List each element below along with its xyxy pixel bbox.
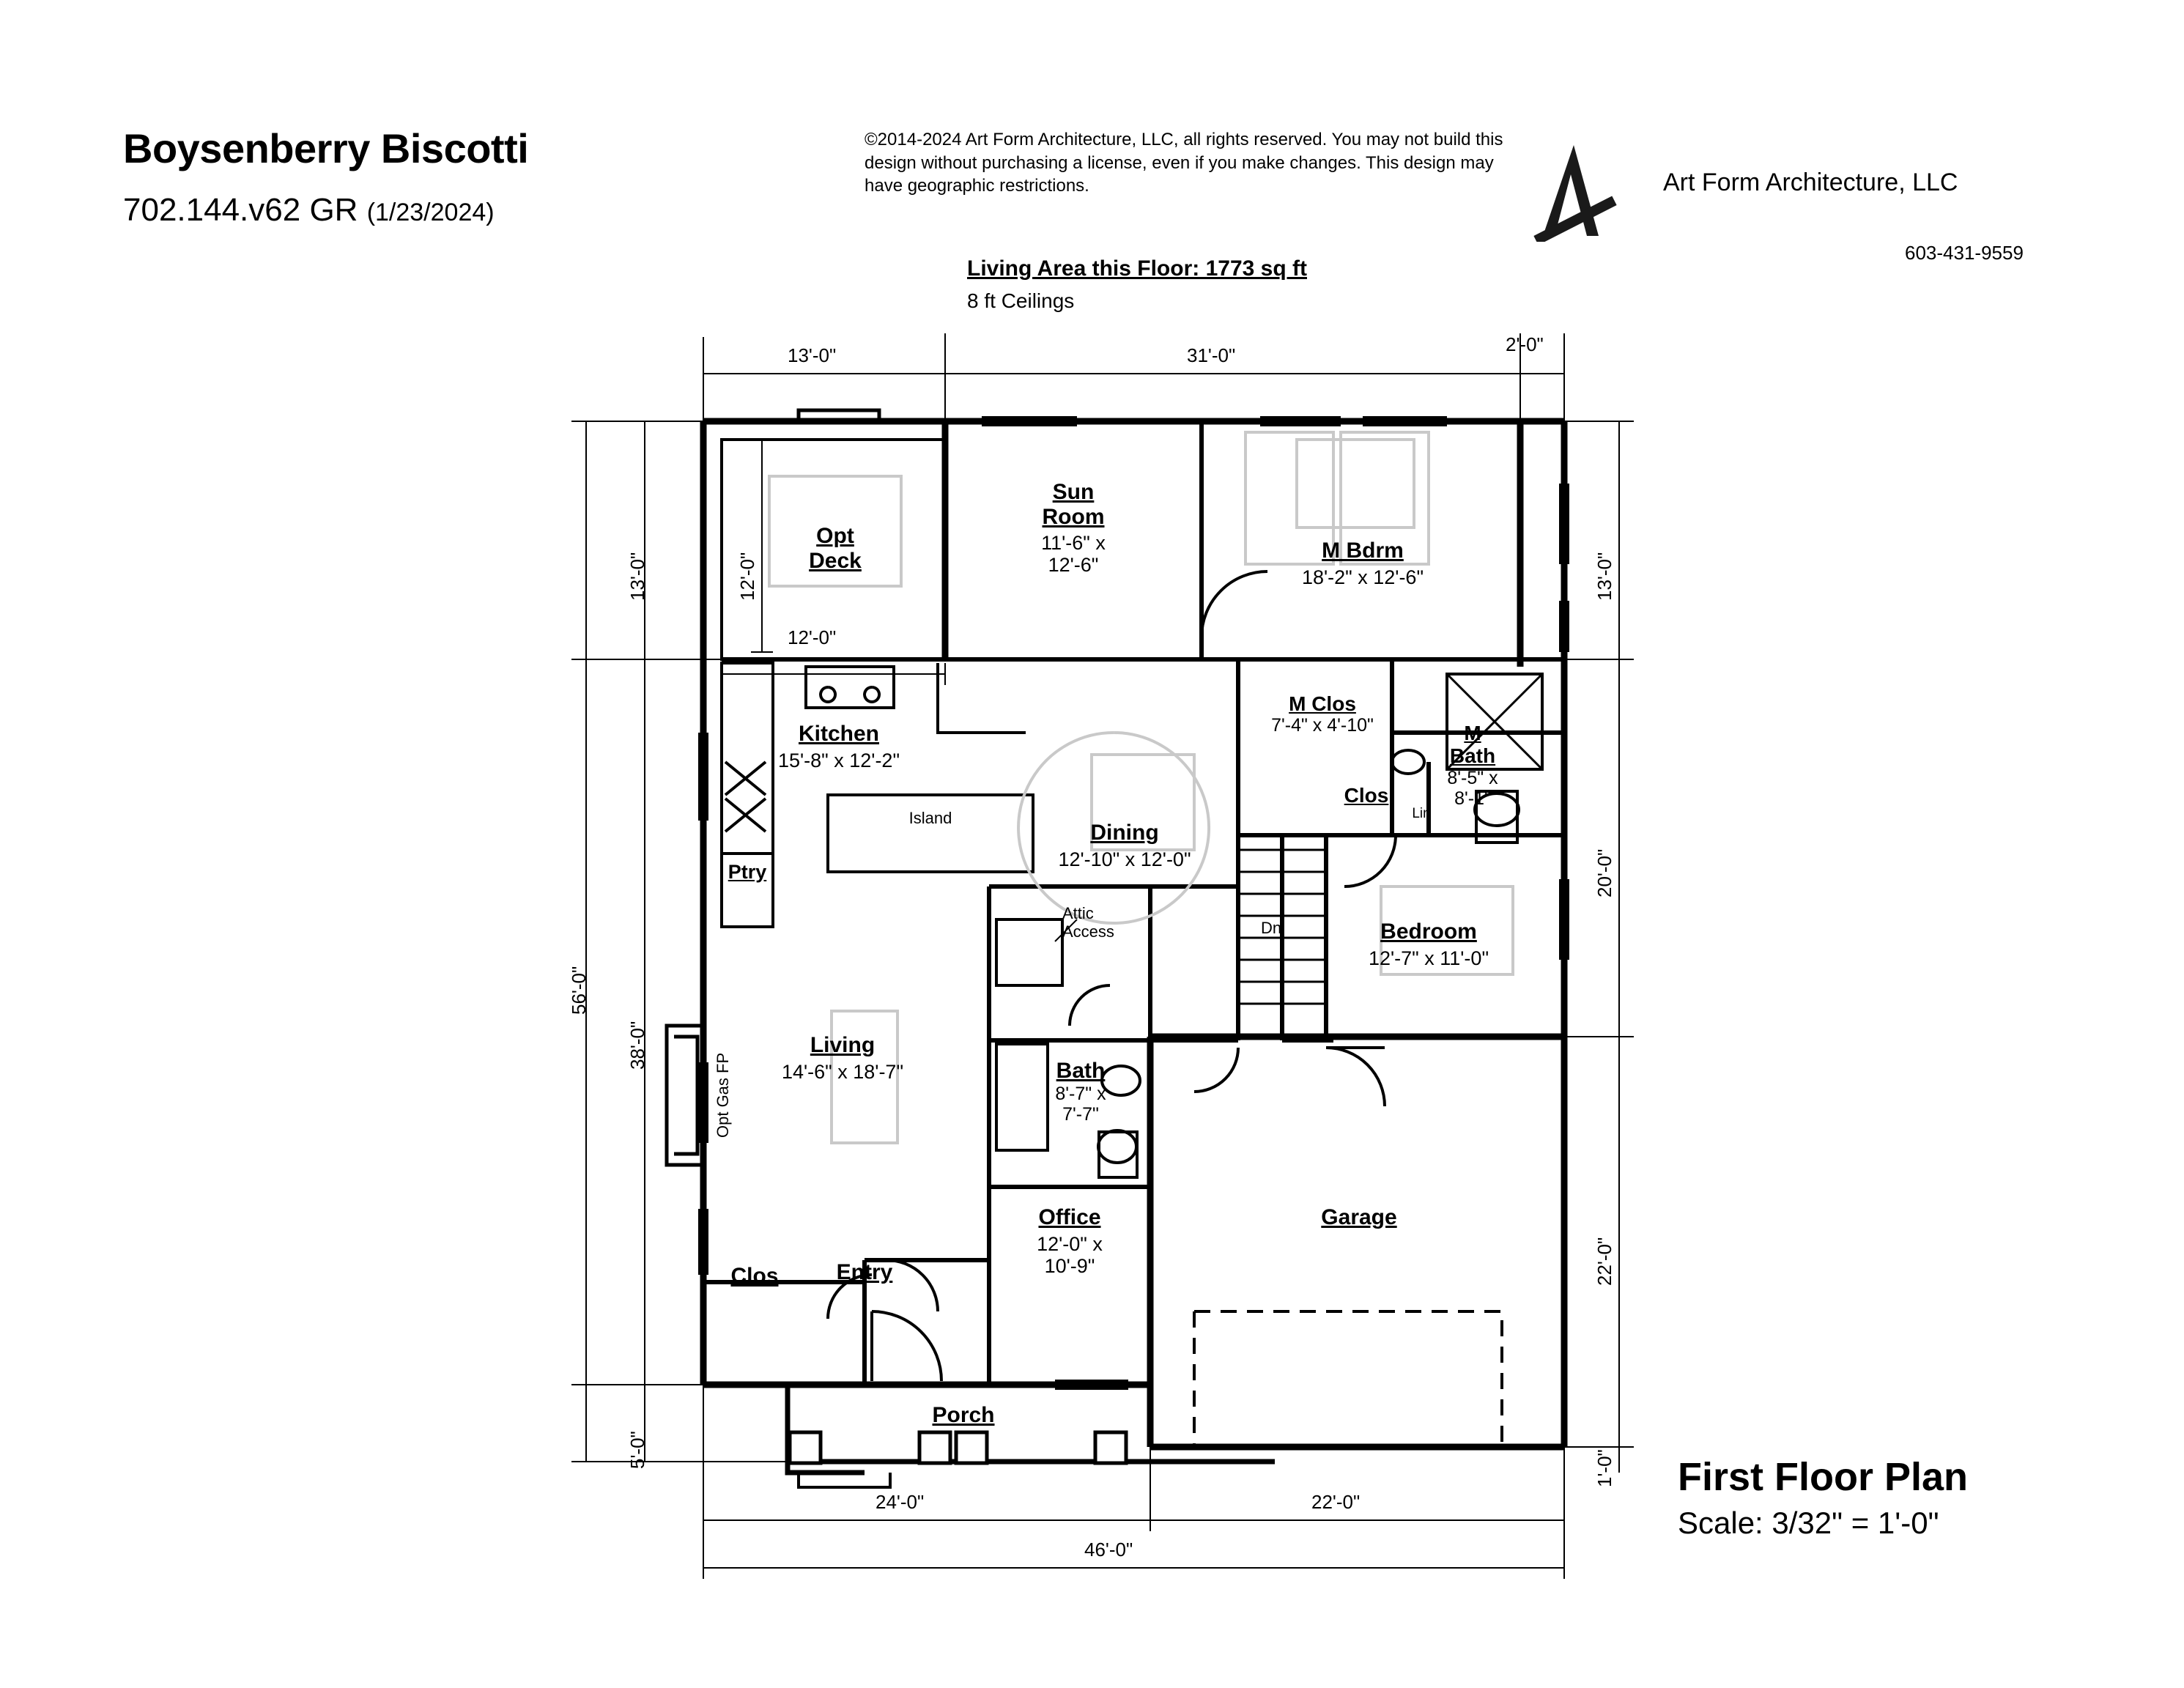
annotation-opt-gas-fp: Opt Gas FP: [714, 1052, 732, 1139]
firm-name: Art Form Architecture, LLC: [1663, 169, 1958, 196]
room-label-entry: Entry: [836, 1260, 893, 1284]
dim-right-1: 13'-0": [1593, 552, 1615, 601]
room-label-m-clos: M Clos 7'-4" x 4'-10": [1271, 692, 1374, 736]
room-label-m-bdrm: M Bdrm 18'-2" x 12'-6": [1301, 538, 1424, 588]
living-area-label: Living Area this Floor: 1773 sq ft: [967, 256, 1307, 281]
dim-left-1: 13'-0": [626, 552, 648, 601]
dim-left-3: 38'-0": [626, 1021, 648, 1070]
dim-top-2: 31'-0": [1187, 344, 1236, 366]
room-label-garage: Garage: [1321, 1205, 1397, 1229]
floor-plan-title: First Floor Plan: [1678, 1455, 1969, 1499]
dim-left-2: 56'-0": [568, 966, 590, 1015]
dim-top-1: 13'-0": [788, 344, 837, 366]
room-label-porch: Porch: [932, 1403, 995, 1427]
room-label-m-bath: M Bath 8'-5" x 8'-1": [1447, 722, 1498, 809]
dim-bottom-2: 22'-0": [1311, 1491, 1361, 1513]
dim-top-3: 2'-0": [1506, 333, 1544, 355]
dim-interior-2: 12'-0": [788, 626, 837, 648]
scale-label: Scale: 3/32" = 1'-0": [1678, 1506, 1939, 1540]
ceiling-height-label: 8 ft Ceilings: [967, 289, 1075, 312]
room-label-clos: Clos: [1344, 784, 1389, 807]
plan-number-text: 702.144.v62 GR: [123, 192, 358, 228]
plan-date: (1/23/2024): [366, 199, 495, 226]
room-label-office: Office 12'-0" x 10'-9": [1037, 1205, 1103, 1277]
dim-left-4: 5'-0": [626, 1431, 648, 1469]
room-label-sun-room: Sun Room 11'-6" x 12'-6": [1041, 480, 1106, 577]
dim-right-3: 22'-0": [1593, 1237, 1615, 1286]
page-title: Boysenberry Biscotti: [123, 125, 529, 171]
dim-bottom-1: 24'-0": [876, 1491, 925, 1513]
dim-right-2: 20'-0": [1593, 848, 1615, 897]
room-label-lin: Lin: [1412, 806, 1431, 821]
annotation-stairs-down: Dn: [1260, 919, 1282, 937]
room-label-bath: Bath 8'-7" x 7'-7": [1055, 1059, 1106, 1125]
room-label-bedroom: Bedroom 12'-7" x 11'-0": [1368, 919, 1489, 969]
annotation-attic-access: Attic Access: [1062, 904, 1114, 941]
room-label-pantry: Ptry: [728, 861, 767, 883]
room-label-entry-closet: Clos: [730, 1264, 779, 1288]
label-island: Island: [908, 809, 952, 827]
dim-interior-1: 12'-0": [736, 552, 758, 601]
dim-bottom-3: 46'-0": [1084, 1539, 1133, 1561]
copyright-notice: ©2014-2024 Art Form Architecture, LLC, all rights reserved. You may not build this design without purchasing a license, even if you make changes. This design may have geographic restrictions.: [865, 130, 1503, 196]
room-label-kitchen: Kitchen 15'-8" x 12'-2": [777, 722, 900, 771]
dim-right-4: 1'-0": [1593, 1449, 1615, 1487]
room-label-opt-deck: Opt Deck: [809, 524, 862, 573]
room-label-dining: Dining 12'-10" x 12'-0": [1058, 821, 1191, 870]
room-label-living: Living 14'-6" x 18'-7": [781, 1033, 904, 1083]
firm-phone: 603-431-9559: [1905, 242, 2024, 264]
